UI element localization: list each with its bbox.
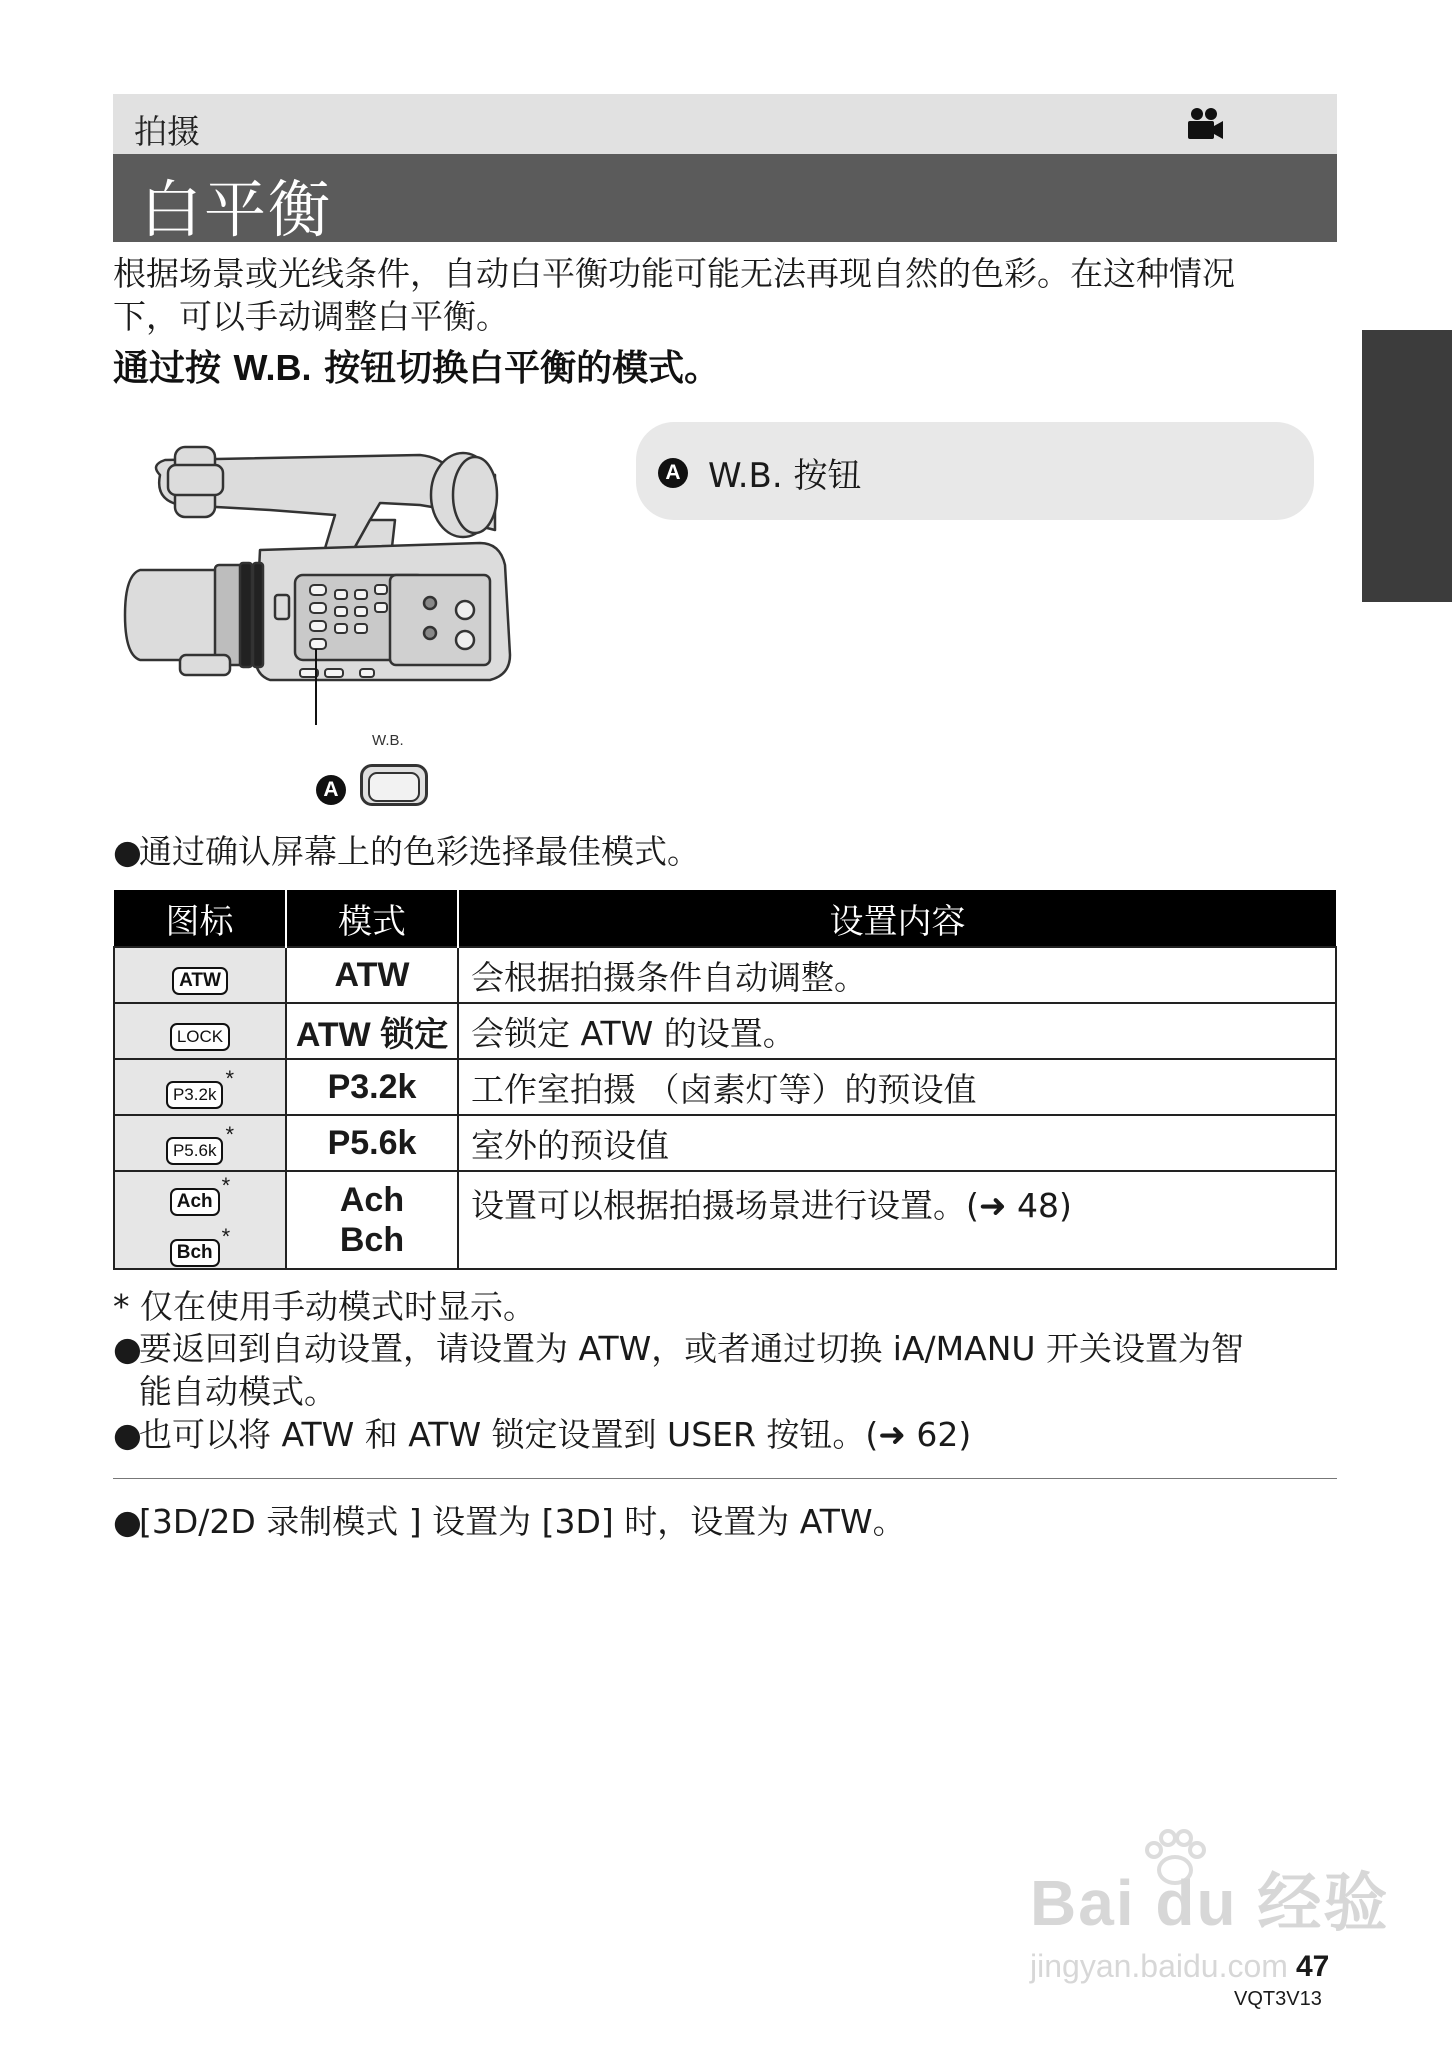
- footnote-star: *: [221, 1173, 231, 1198]
- note-bullet-2: [113, 1413, 971, 1456]
- note-bullet-1: [113, 1327, 1244, 1370]
- chapter-side-tab: [1362, 330, 1452, 602]
- section-bar: [113, 94, 1337, 154]
- table-header-row: [114, 890, 1336, 947]
- callout-badge-a: A: [658, 458, 688, 488]
- desc-cell: 会根据拍摄条件自动调整。: [458, 947, 1336, 1003]
- bullet-dot-icon: ●: [113, 1415, 142, 1454]
- select-bullet: [113, 830, 700, 873]
- footnote-star: *: [225, 1065, 235, 1091]
- mode-cell: ATW 锁定: [286, 1003, 458, 1059]
- desc-cell: 工作室拍摄 （卤素灯等）的预设值: [458, 1059, 1336, 1115]
- lock-icon: LOCK: [170, 1023, 230, 1051]
- baidu-watermark-logo: Bai du 经验: [1030, 1867, 1390, 1939]
- p56k-icon: P5.6k: [166, 1137, 223, 1165]
- atw-icon: ATW: [172, 967, 228, 995]
- p32k-icon: P3.2k: [166, 1081, 223, 1109]
- mode-cell: P3.2k: [286, 1059, 458, 1115]
- bullet-dot-icon: ●: [113, 832, 142, 871]
- figure-badge-a: A: [316, 775, 346, 805]
- wb-button-illustration: [360, 764, 428, 806]
- wb-heading-post: 按钮切换白平衡的模式。: [311, 348, 721, 389]
- icon-cell: [114, 947, 286, 1003]
- select-bullet-text: 通过确认屏幕上的色彩选择最佳模式。: [139, 832, 700, 871]
- doc-code: VQT3V13: [1234, 1988, 1322, 2010]
- intro-line-2: 下，可以手动调整白平衡。: [113, 297, 509, 336]
- header-icon: 图标: [114, 890, 286, 947]
- mode-cell: P5.6k: [286, 1115, 458, 1171]
- mode-bch: Bch: [339, 1221, 405, 1259]
- callout-text: W.B. 按钮: [708, 456, 862, 496]
- section-label: 拍摄: [134, 112, 200, 151]
- wb-heading-key: W.B.: [233, 347, 312, 388]
- table-row: [114, 1059, 1336, 1115]
- note-1-line-1: 要返回到自动设置，请设置为 ATW，或者通过切换 iA/MANU 开关设置为智: [139, 1329, 1245, 1368]
- note-2-text: 也可以将 ATW 和 ATW 锁定设置到 USER 按钮。(➜ 62): [139, 1415, 972, 1454]
- wb-heading-pre: 通过按: [113, 348, 234, 389]
- bch-icon: Bch: [170, 1239, 220, 1267]
- ach-icon: Ach: [170, 1188, 220, 1216]
- desc-cell: 设置可以根据拍摄场景进行设置。(➜ 48): [458, 1171, 1336, 1269]
- page-number: 47: [1296, 1950, 1330, 1983]
- table-row: [114, 1115, 1336, 1171]
- mode-cell: [286, 1171, 458, 1269]
- icon-cell: [114, 1171, 286, 1269]
- wb-heading: [113, 340, 720, 391]
- footnote-star: *: [225, 1121, 235, 1147]
- bullet-dot-icon: ●: [113, 1502, 142, 1541]
- icon-cell: [114, 1003, 286, 1059]
- intro-line-1: 根据场景或光线条件，自动白平衡功能可能无法再现自然的色彩。在这种情况: [113, 254, 1235, 293]
- note-3-text: [3D/2D 录制模式 ] 设置为 [3D] 时，设置为 ATW。: [139, 1502, 906, 1541]
- movie-camera-icon: [1185, 107, 1225, 143]
- page-title: 白平衡: [140, 173, 333, 246]
- bullet-dot-icon: ●: [113, 1329, 142, 1368]
- icon-cell: [114, 1059, 286, 1115]
- icon-cell: [114, 1115, 286, 1171]
- note-bullet-3: [113, 1500, 906, 1543]
- table-row: [114, 947, 1336, 1003]
- divider: [113, 1478, 1337, 1479]
- mode-cell: ATW: [286, 947, 458, 1003]
- header-desc: 设置内容: [458, 890, 1336, 947]
- desc-cell: 室外的预设值: [458, 1115, 1336, 1171]
- table-row: [114, 1003, 1336, 1059]
- footnote-text: * 仅在使用手动模式时显示。: [113, 1287, 536, 1326]
- baidu-watermark-url: jingyan.baidu.com: [1030, 1948, 1288, 1984]
- wb-figure-label: W.B.: [372, 732, 404, 749]
- desc-cell: 会锁定 ATW 的设置。: [458, 1003, 1336, 1059]
- note-1-line-2: 能自动模式。: [139, 1372, 337, 1411]
- wb-mode-table: [113, 890, 1337, 1270]
- table-row: [114, 1171, 1336, 1269]
- mode-ach: Ach: [339, 1181, 405, 1219]
- header-mode: 模式: [286, 890, 458, 947]
- footnote-star: *: [221, 1224, 231, 1249]
